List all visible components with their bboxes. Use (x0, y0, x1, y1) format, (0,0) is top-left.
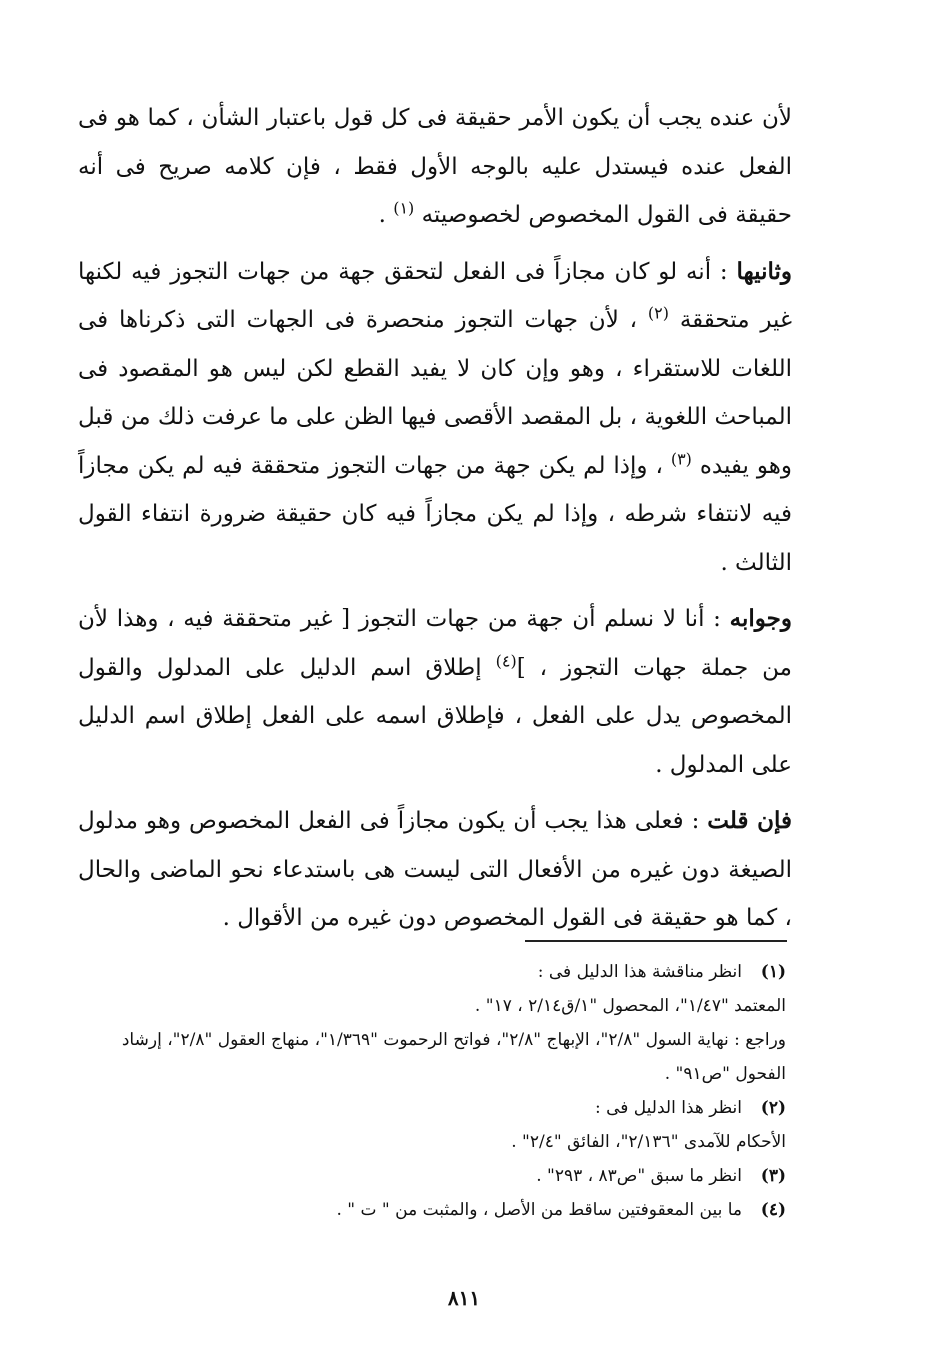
footnote-ref[interactable]: (٣) (670, 448, 692, 468)
paragraph-tail: ، وإذا لم يكن جهة من جهات التجوز متحققة فيه لم يكن مجازاً فيه لانتفاء شرطه ، وإذا لم يكن مجازاً فيه كان حقيقة ضرورة انتفاء القول الثالث . (78, 452, 792, 576)
footnote-line: الأحكام للآمدى "٢/١٣٦"، الفائق "٢/٤" . (511, 1132, 786, 1152)
footnote-1-line-2 (80, 989, 786, 1023)
main-text (78, 94, 792, 951)
paragraph-text: : فعلى هذا يجب أن يكون مجازاً فى الفعل المخصوص وهو مدلول الصيغة دون غيره من الأفعال التى ليست هى باستدعاء نحو الماضى والحال ، كما هو حقيقة فى القول المخصوص دون غيره من الأقوال . (78, 808, 792, 931)
paragraph-lead: فإن قلت (707, 807, 792, 834)
footnote-line: ما بين المعقوفتين ساقط من الأصل ، والمثبت من " ت " . (336, 1200, 742, 1220)
paragraph-lead: وثانيها (736, 257, 792, 285)
footnote-ref[interactable]: (١) (393, 198, 415, 218)
footnote-1 (80, 955, 786, 989)
footnote-2-line-2 (80, 1125, 786, 1159)
paragraph-2 (78, 248, 792, 588)
paragraph-text: : أنه لو كان مجازاً فى الفعل لتحقق جهة من جهات التجوز فيه لكنها غير متحققة (78, 258, 793, 333)
footnote-ref[interactable]: (٤) (495, 650, 517, 670)
footnote-divider (525, 940, 787, 942)
footnote-2 (80, 1091, 786, 1125)
footnote-line: انظر ما سبق "ص٨٣ ، ٢٩٣" . (536, 1166, 742, 1186)
footnote-1-line-3 (80, 1023, 786, 1091)
footnote-4 (80, 1193, 786, 1227)
paragraph-tail: إطلاق اسم الدليل على المدلول والقول المخصوص يدل على الفعل ، فإطلاق اسمه على الفعل إطلاق اسم الدليل على المدلول . (78, 654, 792, 778)
paragraph-3 (78, 595, 792, 789)
footnote-number: (٣) (760, 1166, 786, 1186)
footnote-line: وراجع : نهاية السول "٢/٨"، الإبهاج "٢/٨"، فواتح الرحموت "١/٣٦٩"، منهاج العقول "٢/٨"، إرشاد الفحول "ص٩١" . (121, 1030, 786, 1084)
paragraph-tail: . (378, 202, 394, 228)
paragraph-lead: وجوابه (729, 605, 792, 632)
paragraph-tail: ، لأن جهات التجوز منحصرة فى الجهات التى ذكرناها فى اللغات للاستقراء ، وهو وإن كان لا يفيد القطع لكن ليس هو المقصود فى المباحث اللغوية ، بل المقصد الأقصى فيها الظن على ما عرفت ذلك من قبل وهو يفيده (78, 307, 792, 479)
footnotes (80, 955, 786, 1227)
page-number: ٨١١ (447, 1286, 481, 1310)
paragraph-1 (78, 94, 792, 240)
paragraph-text: : أنا لا نسلم أن جهة من جهات التجوز [ غير متحققة فيه ، وهذا لأن من جملة جهات التجوز ، ] (78, 606, 792, 681)
footnote-ref[interactable]: (٢) (647, 303, 669, 323)
footnote-line: انظر مناقشة هذا الدليل فى : (537, 962, 742, 982)
paragraph-text: لأن عنده يجب أن يكون الأمر حقيقة فى كل قول باعتبار الشأن ، كما هو فى الفعل عنده فيستدل عليه بالوجه الأول فقط ، فإن كلامه صريح فى أنه حقيقة فى القول المخصوص لخصوصيته (78, 105, 792, 228)
footnote-line: انظر هذا الدليل فى : (594, 1098, 742, 1118)
footnote-number: (٤) (760, 1200, 786, 1220)
footnote-number: (٢) (760, 1098, 786, 1118)
footnote-line: المعتمد "١/٤٧"، المحصول "١/ق٢/١٤ ، ١٧" . (474, 996, 786, 1016)
footnote-3 (80, 1159, 786, 1193)
paragraph-4 (78, 797, 792, 943)
footnote-number: (١) (760, 962, 786, 982)
